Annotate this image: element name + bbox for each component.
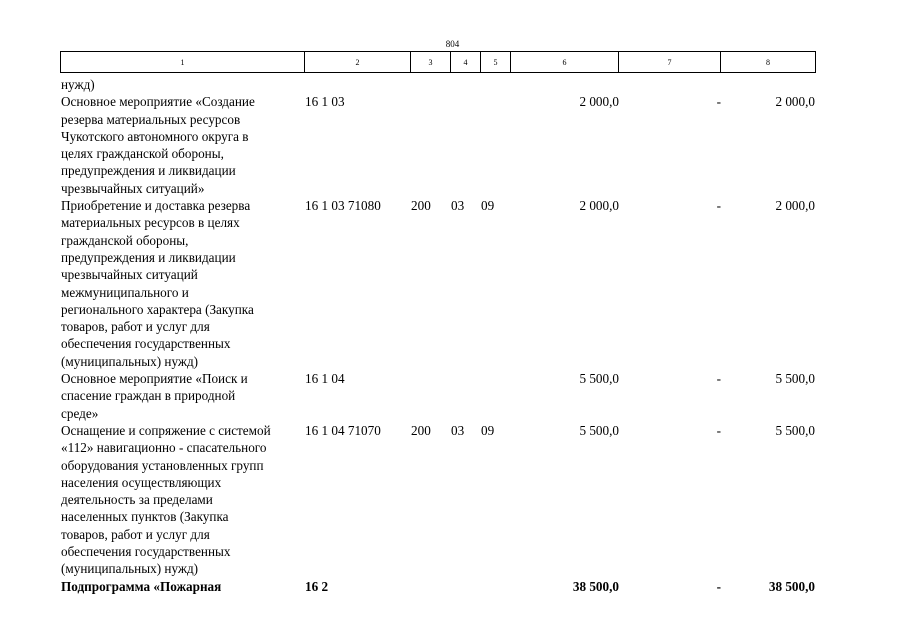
header-col-2: 2 [305, 52, 411, 73]
row-section [451, 93, 481, 197]
row-name-line: (муниципальных) нужд) [61, 353, 199, 369]
row-name-line: среде» [61, 405, 99, 421]
row-name-line: «112» навигационно - спасательного [61, 440, 267, 456]
header-col-1: 1 [61, 52, 305, 73]
header-col-8: 8 [721, 52, 816, 73]
row-name-line: материальных ресурсов в целях [61, 215, 240, 231]
row-subsection [481, 578, 511, 595]
row-name [61, 370, 305, 422]
row-name-line: Оснащение и сопряжение с системой [61, 422, 271, 438]
row-name-line: населения осуществляющих [61, 474, 222, 490]
table-row [61, 422, 815, 578]
header-col-4: 4 [451, 52, 481, 73]
row-subsection [481, 76, 511, 93]
row-amount-federal: - [716, 422, 721, 438]
row-name [61, 197, 305, 370]
header-col-5: 5 [481, 52, 511, 73]
table-row [61, 76, 815, 93]
column-number-header [60, 51, 816, 73]
row-name-line: обеспечения государственных [61, 544, 231, 560]
row-amount-total [511, 76, 619, 93]
row-name-line: обеспечения государственных [61, 336, 231, 352]
row-name-line: чрезвычайных ситуаций [61, 267, 198, 283]
row-amount-total: 38 500,0 [572, 578, 619, 594]
row-name-line: (муниципальных) нужд) [61, 561, 199, 577]
row-expense-type [411, 370, 451, 422]
row-name-line: межмуниципального и [61, 284, 189, 300]
row-amount-regional: 2 000,0 [775, 198, 815, 214]
row-name-line: населенных пунктов (Закупка [61, 509, 229, 525]
row-name-line: предупреждения и ликвидации [61, 163, 236, 179]
row-code: 16 1 03 71080 [305, 198, 381, 214]
table-row [61, 370, 815, 422]
row-name-line: спасение граждан в природной [61, 388, 236, 404]
row-expense-type: 200 [411, 198, 431, 214]
row-code [305, 76, 411, 93]
row-amount-regional: 38 500,0 [768, 578, 815, 594]
row-name-line: Основное мероприятие «Создание [61, 94, 255, 110]
row-name-line: регионального характера (Закупка [61, 301, 254, 317]
row-name-line: чрезвычайных ситуаций» [61, 180, 205, 196]
row-section [451, 578, 481, 595]
header-col-6: 6 [511, 52, 619, 73]
row-name-line: Подпрограмма «Пожарная [61, 578, 222, 594]
row-subsection [481, 93, 511, 197]
row-name-line: оборудования установленных групп [61, 457, 264, 473]
row-amount-total: 5 500,0 [579, 371, 619, 387]
row-name-line: Основное мероприятие «Поиск и [61, 371, 248, 387]
row-expense-type: 200 [411, 422, 431, 438]
row-amount-total: 2 000,0 [579, 198, 619, 214]
row-name-line: Приобретение и доставка резерва [61, 198, 251, 214]
row-name [61, 578, 305, 595]
row-section: 03 [451, 198, 465, 214]
row-name-line: предупреждения и ликвидации [61, 249, 236, 265]
row-subsection: 09 [481, 198, 495, 214]
row-name-line: нужд) [61, 77, 95, 92]
row-name-line: резерва материальных ресурсов [61, 111, 241, 127]
row-name-line: деятельность за пределами [61, 492, 213, 508]
table-row [61, 197, 815, 370]
header-col-3: 3 [411, 52, 451, 73]
row-amount-federal [619, 76, 721, 93]
row-amount-regional: 5 500,0 [775, 422, 815, 438]
row-amount-federal: - [716, 578, 721, 594]
row-amount-federal: - [716, 198, 721, 214]
row-subsection [481, 370, 511, 422]
row-name-line: товаров, работ и услуг для [61, 319, 210, 335]
row-amount-regional [721, 76, 815, 93]
row-code: 16 1 04 [305, 371, 345, 387]
row-section [451, 370, 481, 422]
row-code: 16 2 [305, 578, 329, 594]
row-name [61, 422, 305, 578]
page-number: 804 [445, 39, 460, 49]
row-amount-regional: 5 500,0 [775, 371, 815, 387]
row-amount-federal: - [716, 94, 721, 110]
row-amount-total: 2 000,0 [579, 94, 619, 110]
row-name-line: Чукотского автономного округа в [61, 128, 249, 144]
row-amount-regional: 2 000,0 [775, 94, 815, 110]
table-row [61, 93, 815, 197]
row-section: 03 [451, 422, 465, 438]
row-code: 16 1 04 71070 [305, 422, 381, 438]
row-amount-total: 5 500,0 [579, 422, 619, 438]
row-name-line: товаров, работ и услуг для [61, 526, 210, 542]
row-name-line: гражданской обороны, [61, 232, 189, 248]
row-amount-federal: - [716, 371, 721, 387]
row-section [451, 76, 481, 93]
row-name [61, 76, 305, 93]
row-expense-type [411, 76, 451, 93]
table-row [61, 578, 815, 595]
header-col-7: 7 [619, 52, 721, 73]
row-name [61, 93, 305, 197]
row-expense-type [411, 93, 451, 197]
row-subsection: 09 [481, 422, 495, 438]
budget-table-body [61, 76, 815, 595]
row-expense-type [411, 578, 451, 595]
row-name-line: целях гражданской обороны, [61, 146, 224, 162]
row-code: 16 1 03 [305, 94, 345, 110]
